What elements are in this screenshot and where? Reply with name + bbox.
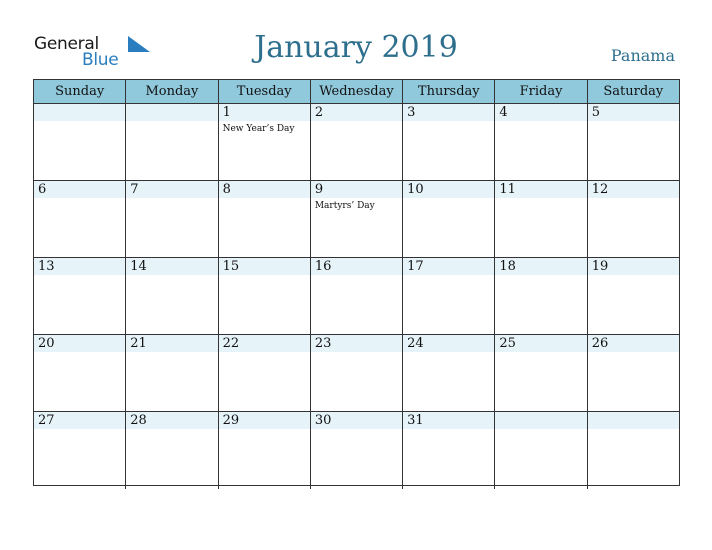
day-number: 5 bbox=[591, 105, 600, 120]
day-cell bbox=[403, 412, 495, 489]
day-cell bbox=[126, 258, 218, 334]
day-number: 27 bbox=[38, 413, 55, 428]
day-cell bbox=[219, 335, 311, 411]
day-band bbox=[219, 104, 310, 121]
day-cell bbox=[311, 258, 403, 334]
day-cell bbox=[34, 412, 126, 489]
weeks-grid bbox=[34, 104, 679, 489]
country-label: Panama bbox=[610, 46, 675, 65]
day-band bbox=[126, 104, 217, 121]
weekday-header: Monday bbox=[126, 80, 218, 103]
day-cell bbox=[219, 104, 311, 180]
day-band bbox=[588, 412, 679, 429]
day-number: 15 bbox=[222, 259, 240, 274]
day-number: 1 bbox=[222, 105, 231, 120]
day-number: 4 bbox=[499, 105, 508, 120]
day-cell bbox=[126, 181, 218, 257]
weekday-header: Tuesday bbox=[219, 80, 311, 103]
weekday-header: Friday bbox=[495, 80, 587, 103]
day-number: 12 bbox=[591, 182, 609, 197]
day-cell bbox=[403, 258, 495, 334]
day-band bbox=[219, 181, 310, 198]
day-cell bbox=[219, 181, 311, 257]
day-number: 22 bbox=[222, 336, 240, 351]
day-number: 6 bbox=[38, 182, 47, 197]
day-cell bbox=[403, 104, 495, 180]
day-cell bbox=[34, 335, 126, 411]
day-cell bbox=[495, 335, 587, 411]
day-number: 8 bbox=[222, 182, 231, 197]
day-band bbox=[403, 104, 494, 121]
day-cell bbox=[34, 104, 126, 180]
day-cell bbox=[219, 258, 311, 334]
day-cell bbox=[311, 412, 403, 489]
day-band bbox=[495, 104, 586, 121]
day-number: 28 bbox=[130, 413, 147, 428]
day-number: 3 bbox=[407, 105, 416, 120]
day-cell bbox=[588, 412, 679, 489]
week-row bbox=[34, 104, 679, 181]
day-cell bbox=[311, 335, 403, 411]
day-cell bbox=[403, 181, 495, 257]
weekday-header: Thursday bbox=[403, 80, 495, 103]
day-number: 19 bbox=[591, 259, 609, 274]
day-band bbox=[311, 181, 402, 198]
day-band bbox=[311, 104, 402, 121]
holiday-label: Martyrs’ Day bbox=[314, 201, 375, 211]
week-row bbox=[34, 335, 679, 412]
day-cell bbox=[311, 104, 403, 180]
week-row bbox=[34, 181, 679, 258]
weekday-header: Sunday bbox=[34, 80, 126, 103]
day-number: 11 bbox=[499, 182, 516, 197]
day-number: 21 bbox=[130, 336, 147, 351]
day-number: 20 bbox=[38, 336, 55, 351]
logo-word-blue: Blue bbox=[82, 50, 119, 70]
day-band bbox=[126, 181, 217, 198]
day-number: 18 bbox=[499, 259, 516, 274]
day-cell bbox=[495, 104, 587, 180]
day-number: 16 bbox=[314, 259, 332, 274]
week-row bbox=[34, 412, 679, 489]
day-number: 9 bbox=[314, 182, 324, 197]
day-number: 29 bbox=[222, 413, 240, 428]
day-cell bbox=[219, 412, 311, 489]
day-cell bbox=[126, 412, 218, 489]
day-cell bbox=[34, 258, 126, 334]
day-band bbox=[34, 181, 125, 198]
day-cell bbox=[403, 335, 495, 411]
day-number: 26 bbox=[591, 336, 609, 351]
day-number: 7 bbox=[130, 182, 139, 197]
day-cell bbox=[34, 181, 126, 257]
day-number: 17 bbox=[407, 259, 424, 274]
day-cell bbox=[588, 335, 679, 411]
month-calendar bbox=[33, 79, 680, 486]
day-number: 14 bbox=[130, 259, 147, 274]
day-number: 24 bbox=[407, 336, 424, 351]
weekday-header-row bbox=[34, 80, 679, 104]
day-number: 23 bbox=[314, 336, 332, 351]
day-number: 31 bbox=[407, 413, 424, 428]
logo-word-general: General bbox=[34, 34, 99, 54]
day-band bbox=[588, 104, 679, 121]
day-cell bbox=[311, 181, 403, 257]
holiday-label: New Year’s Day bbox=[222, 124, 295, 134]
day-band bbox=[495, 412, 586, 429]
week-row bbox=[34, 258, 679, 335]
day-cell bbox=[588, 104, 679, 180]
day-number: 25 bbox=[499, 336, 516, 351]
day-number: 10 bbox=[407, 182, 424, 197]
day-cell bbox=[126, 104, 218, 180]
page-title: January 2019 bbox=[254, 30, 458, 65]
weekday-header: Saturday bbox=[603, 84, 664, 99]
day-cell bbox=[588, 258, 679, 334]
day-cell bbox=[495, 258, 587, 334]
day-cell bbox=[588, 181, 679, 257]
day-number: 13 bbox=[38, 259, 55, 274]
day-number: 2 bbox=[314, 105, 324, 120]
day-cell bbox=[495, 181, 587, 257]
day-band bbox=[34, 104, 125, 121]
day-number: 30 bbox=[314, 413, 332, 428]
day-cell bbox=[126, 335, 218, 411]
day-cell bbox=[495, 412, 587, 489]
weekday-header: Wednesday bbox=[311, 80, 403, 103]
